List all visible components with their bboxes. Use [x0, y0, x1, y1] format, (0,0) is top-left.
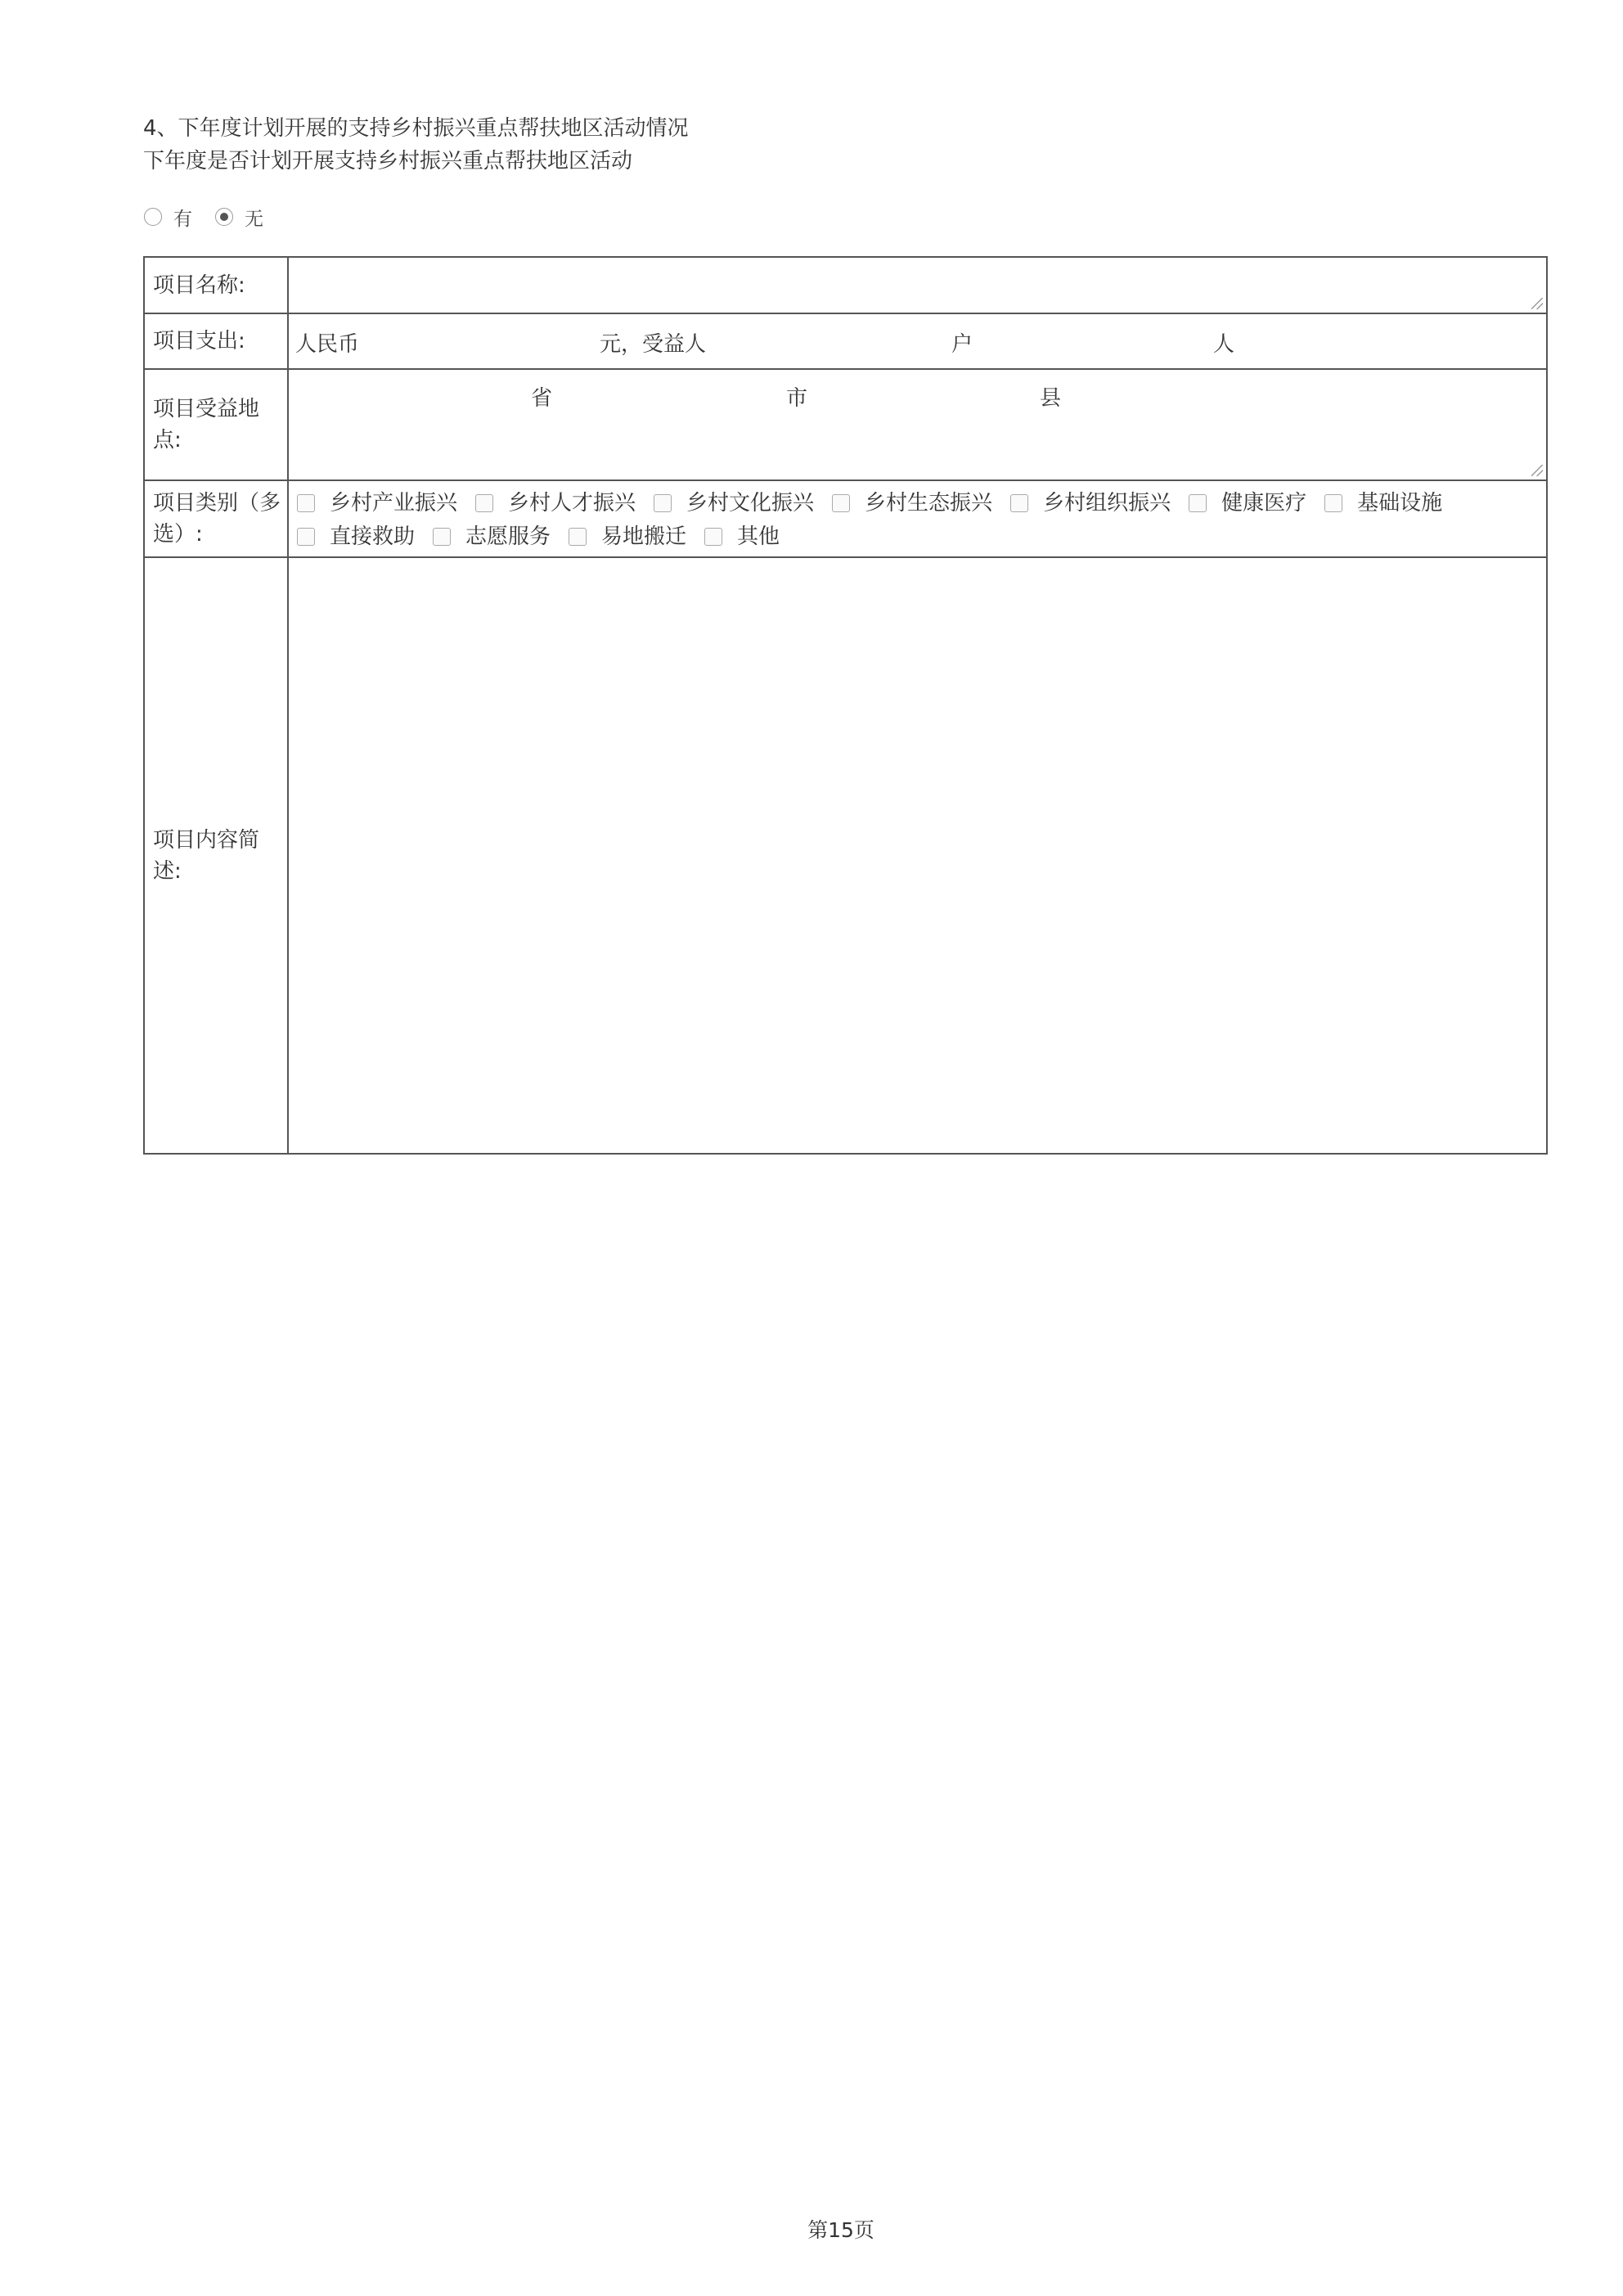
expense-households-text: 户 — [951, 332, 973, 357]
location-city-text: 市 — [786, 386, 808, 411]
category-option[interactable]: 直接救助 — [297, 521, 415, 552]
resize-handle-icon[interactable] — [1531, 298, 1543, 309]
beneficiary-people-input[interactable] — [984, 322, 1230, 360]
radio-no-label: 无 — [245, 208, 263, 230]
project-expense-label: 项目支出: — [145, 314, 289, 368]
project-category-row — [145, 481, 1546, 558]
checkbox-icon[interactable] — [832, 494, 850, 512]
section-title: 4、下年度计划开展的支持乡村振兴重点帮扶地区活动情况 — [143, 116, 689, 141]
location-county-text: 县 — [1040, 386, 1062, 411]
project-form — [143, 256, 1548, 1155]
project-content-textarea[interactable] — [289, 558, 1546, 1153]
category-option[interactable]: 乡村生态振兴 — [832, 488, 992, 519]
project-name-row — [145, 258, 1546, 314]
project-name-label: 项目名称: — [145, 258, 289, 313]
checkbox-icon[interactable] — [569, 528, 587, 546]
category-option[interactable]: 乡村人才振兴 — [475, 488, 636, 519]
category-option[interactable]: 乡村产业振兴 — [297, 488, 457, 519]
category-option[interactable]: 其他 — [704, 521, 780, 552]
project-location-label: 项目受益地点: — [145, 370, 289, 479]
project-location-field[interactable] — [289, 370, 1546, 479]
project-expense-field — [289, 314, 1546, 368]
location-province-text: 省 — [531, 386, 553, 411]
checkbox-icon[interactable] — [297, 528, 315, 546]
category-option[interactable]: 志愿服务 — [433, 521, 551, 552]
expense-yuan-text: 元，受益人 — [600, 332, 707, 357]
radio-yes-label: 有 — [173, 208, 192, 230]
checkbox-icon[interactable] — [704, 528, 722, 546]
radio-no[interactable] — [215, 208, 233, 226]
category-option[interactable]: 乡村组织振兴 — [1010, 488, 1171, 519]
checkbox-icon[interactable] — [654, 494, 672, 512]
project-name-input[interactable] — [289, 258, 1546, 313]
expense-people-text: 人 — [1213, 332, 1235, 357]
expense-currency-text: 人民币 — [295, 332, 360, 357]
project-location-row — [145, 370, 1546, 481]
checkbox-icon[interactable] — [433, 528, 451, 546]
project-expense-row — [145, 314, 1546, 370]
category-option[interactable]: 易地搬迁 — [569, 521, 686, 552]
plan-radio-group — [144, 203, 263, 231]
project-category-label: 项目类别（多选）: — [145, 481, 289, 556]
checkbox-icon[interactable] — [1010, 494, 1028, 512]
radio-yes[interactable] — [144, 208, 162, 226]
resize-handle-icon[interactable] — [1531, 465, 1543, 476]
project-content-row — [145, 558, 1546, 1153]
project-content-label: 项目内容简述: — [145, 558, 289, 1153]
checkbox-icon[interactable] — [1324, 494, 1342, 512]
checkbox-icon[interactable] — [297, 494, 315, 512]
category-option[interactable]: 基础设施 — [1324, 488, 1442, 519]
page-number: 第15页 — [807, 2218, 874, 2242]
checkbox-icon[interactable] — [475, 494, 493, 512]
plan-question: 下年度是否计划开展支持乡村振兴重点帮扶地区活动 — [143, 149, 633, 173]
beneficiary-households-input[interactable] — [714, 322, 943, 360]
category-option[interactable]: 健康医疗 — [1189, 488, 1306, 519]
category-option[interactable]: 乡村文化振兴 — [654, 488, 814, 519]
checkbox-icon[interactable] — [1189, 494, 1207, 512]
project-category-field — [289, 481, 1546, 556]
